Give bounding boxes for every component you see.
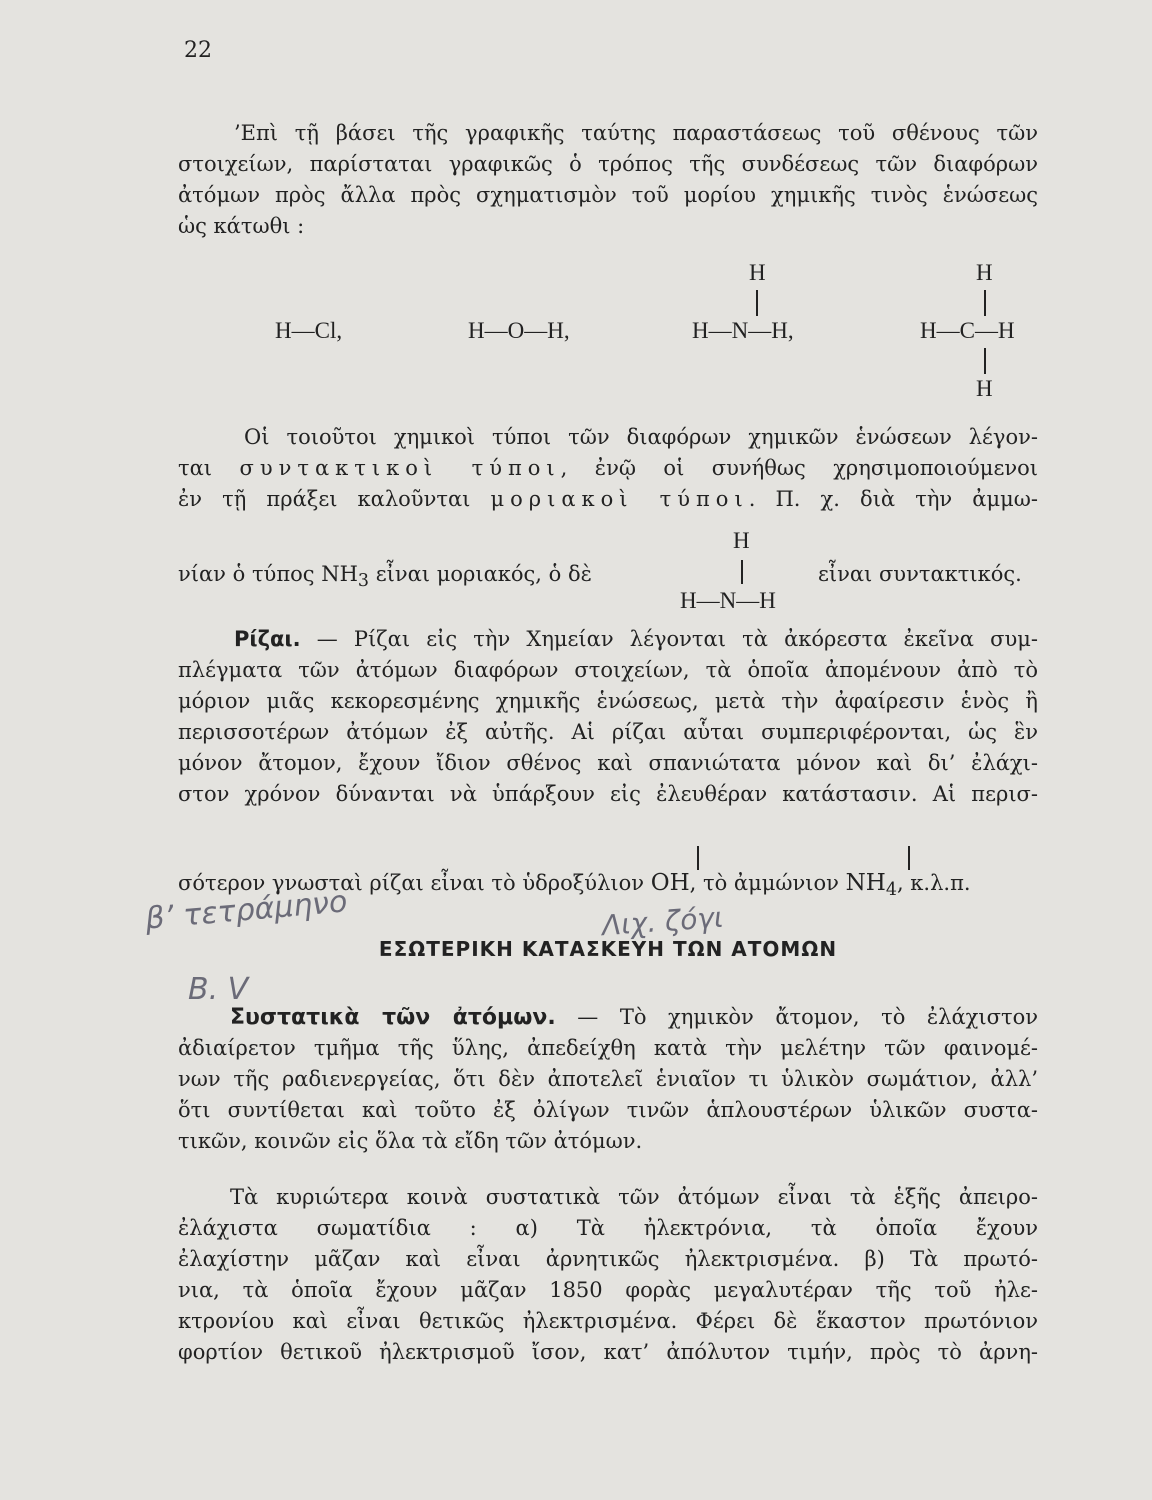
formula-methane: H—C—H xyxy=(920,318,1015,343)
oh-bond xyxy=(697,846,699,870)
handwritten-note-right: Λιχ. ζόγι xyxy=(600,900,725,943)
constituents-title: Συστατικὰ τῶν ἀτόμων. xyxy=(230,1005,556,1030)
text-span: , κ.λ.π. xyxy=(896,871,971,895)
text-line: νια, τὰ ὁποῖα ἔχουν μᾶζαν 1850 φορὰς μεγαλυτέραν τῆς τοῦ ἠλε- xyxy=(178,1278,1038,1302)
paragraph-particles xyxy=(178,1182,1038,1368)
radicals-title: Ρίζαι. xyxy=(234,627,301,651)
text-line: ’Επὶ τῇ βάσει τῆς γραφικῆς ταύτης παραστάσεως τοῦ σθένους τῶν xyxy=(234,121,1038,145)
ammonia-struct-row: H—N—H xyxy=(680,588,776,613)
text-line xyxy=(178,1002,1038,1033)
paragraph-radicals xyxy=(178,624,1038,810)
text-line: πλέγματα τῶν ἀτόμων διαφόρων στοιχείων, τὰ ὁποῖα ἀπομένουν ἀπὸ τὸ xyxy=(178,658,1038,682)
paragraph-graphic-representation xyxy=(178,118,1038,242)
hydroxyl-formula: OH xyxy=(650,870,690,896)
text-line: ἐλαχίστην μᾶζαν καὶ εἶναι ἀρνητικῶς ἠλεκτρισμένα. β) Τὰ πρωτό- xyxy=(178,1247,1038,1271)
spaced-term-moriakoi: μοριακοὶ τύποι xyxy=(490,487,749,511)
formula-ammonia-bond xyxy=(756,290,758,316)
text-line: ἀτόμων πρὸς ἄλλα πρὸς σχηματισμὸν τοῦ μορίου χημικῆς τινὸς ἑνώσεως xyxy=(178,183,1038,207)
text-span: εἶναι μοριακός, ὁ δὲ xyxy=(369,562,592,586)
formula-methane-top-h: H xyxy=(976,260,993,285)
text-span: , τὸ ἀμμώνιον xyxy=(689,871,846,895)
text-line xyxy=(178,624,1038,655)
text-line: τικῶν, κοινῶν εἰς ὅλα τὰ εἴδη τῶν ἀτόμων. xyxy=(178,1129,643,1153)
text-line: στον χρόνον δύνανται νὰ ὑπάρξουν εἰς ἐλευθέραν κατάστασιν. Αἱ περισ- xyxy=(178,782,1038,806)
spaced-term-syntaktikoi: συντακτικοὶ τύποι xyxy=(239,456,561,480)
ammonia-line-end: εἶναι συντακτικός. xyxy=(818,562,1022,586)
formula-ammonia-top-h: H xyxy=(749,260,766,285)
ammonia-struct-bond xyxy=(741,560,743,584)
subscript-3: 3 xyxy=(357,571,370,592)
page-number: 22 xyxy=(184,38,212,63)
text-line: ὅτι συντίθεται καὶ τοῦτο ἐξ ὀλίγων τινῶν ἁπλουστέρων ὑλικῶν συστα- xyxy=(178,1098,1038,1122)
subscript-4: 4 xyxy=(885,880,897,901)
formula-hcl: H—Cl, xyxy=(275,318,343,343)
text-line: στοιχείων, παρίσταται γραφικῶς ὁ τρόπος τῆς συνδέσεως τῶν διαφόρων xyxy=(178,152,1038,176)
text-line: μόριον μιᾶς κεκορεσμένης χημικῆς ἑνώσεως, μετὰ τὴν ἀφαίρεσιν ἑνὸς ἢ xyxy=(178,689,1038,713)
text-line: μόνον ἄτομον, ἔχουν ἴδιον σθένος καὶ σπανιώτατα μόνον καὶ δι’ ἐλάχι- xyxy=(178,751,1038,775)
text-line: ἐν τῇ πράξει καλοῦνται μοριακοὶ τύποι. Π. χ. διὰ τὴν ἀμμω- xyxy=(178,487,1038,511)
text-span: — Τὸ χημικὸν ἄτομον, τὸ ἐλάχιστον xyxy=(555,1005,1038,1029)
paragraph-structural-formulas xyxy=(178,422,1038,515)
nh4-bond xyxy=(908,846,910,870)
text-line: ται συντακτικοὶ τύποι, ἐνῷ οἱ συνήθως χρησιμοποιούμενοι xyxy=(178,456,1038,480)
text-line: ἀδιαίρετον τμῆμα τῆς ὕλης, ἀπεδείχθη κατὰ τὴν μελέτην τῶν φαινομέ- xyxy=(178,1036,1038,1060)
text-line: φορτίον θετικοῦ ἠλεκτρισμοῦ ἴσον, κατ’ ἀπόλυτον τιμήν, πρὸς τὸ ἀρνη- xyxy=(178,1340,1038,1364)
text-line: κτρονίου καὶ εἶναι θετικῶς ἠλεκτρισμένα. Φέρει δὲ ἕκαστον πρωτόνιον xyxy=(178,1309,1038,1333)
formula-water: H—O—H, xyxy=(468,318,570,343)
text-line: Τὰ κυριώτερα κοινὰ συστατικὰ τῶν ἀτόμων εἶναι τὰ ἑξῆς ἀπειρο- xyxy=(230,1185,1038,1209)
formula-methane-bottom-h: H xyxy=(976,376,993,401)
text-line: περισσοτέρων ἀτόμων ἐξ αὐτῆς. Αἱ ρίζαι αὗται συμπεριφέρονται, ὡς ἓν xyxy=(178,720,1038,744)
formula-methane-bond-bottom xyxy=(984,348,986,374)
text-line: νων τῆς ραδιενεργείας, ὅτι δὲν ἀποτελεῖ ἑνιαῖον τι ὑλικὸν σωμάτιον, ἀλλ’ xyxy=(178,1067,1038,1091)
formula-methane-bond-top xyxy=(984,290,986,316)
text-line: ὡς κάτωθι : xyxy=(178,214,305,238)
text-span: — Ρίζαι εἰς τὴν Χημείαν λέγονται τὰ ἀκόρεστα ἐκεῖνα συμ- xyxy=(300,627,1038,651)
handwritten-margin-mark: B. V xyxy=(188,972,249,1007)
ammonia-struct-top-h: H xyxy=(733,528,750,553)
text-line: ἐλάχιστα σωματίδια : α) Τὰ ἠλεκτρόνια, τὰ ὁποῖα ἔχουν xyxy=(178,1216,1038,1240)
text-span: σότερον γνωσταὶ ρίζαι εἶναι τὸ ὑδροξύλιον xyxy=(178,871,651,895)
text-span: νίαν ὁ τύπος NH xyxy=(178,562,358,586)
text-line: Οἱ τοιοῦτοι χημικοὶ τύποι τῶν διαφόρων χημικῶν ἑνώσεων λέγον- xyxy=(244,425,1038,449)
formula-ammonia: H—N—H, xyxy=(692,318,794,343)
section-heading: ΕΣΩΤΕΡΙΚΗ ΚΑΤΑΣΚΕΥΗ ΤΩΝ ΑΤΟΜΩΝ xyxy=(378,937,838,961)
ammonium-formula: NH xyxy=(845,870,886,896)
paragraph-atom-constituents xyxy=(178,1002,1038,1157)
handwritten-note-left: β’ τετράμηνο xyxy=(143,884,349,937)
ammonia-line-start xyxy=(178,562,592,591)
